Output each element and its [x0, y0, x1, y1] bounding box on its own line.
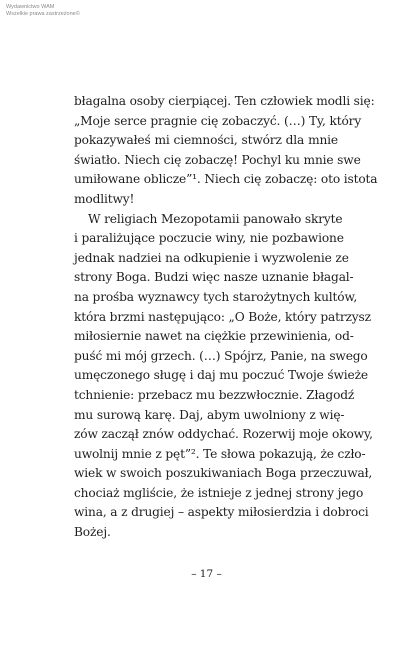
text-line: i paraliżujące poczucie winy, nie pozbawione — [74, 231, 344, 246]
text-line: puść mi mój grzech. (…) Spójrz, Panie, na swego — [74, 348, 368, 363]
text-line: pokazywałeś mi ciemności, stwórz dla mnie — [74, 133, 338, 148]
paragraph — [74, 210, 373, 543]
text-line: modlitwy! — [74, 191, 135, 206]
body-text — [74, 92, 378, 543]
watermark-copyright: Wszelkie prawa zastrzeżone© — [6, 11, 80, 17]
text-line: „Moje serce pragnie cię zobaczyć. (…) Ty, który — [74, 113, 362, 128]
text-line: Bożej. — [74, 525, 111, 540]
text-line: umiłowane oblicze”¹. Niech cię zobaczę: oto istota — [74, 172, 378, 187]
text-line: zów zaczął znów oddychać. Rozerwij moje okowy, — [74, 427, 373, 442]
text-line: wiek w swoich poszukiwaniach Boga przeczuwał, — [74, 466, 373, 481]
text-line: mu surową karę. Daj, abym uwolniony z wię- — [74, 407, 345, 422]
text-line: W religiach Mezopotamii panowało skryte — [88, 211, 343, 226]
page-number: – 17 – — [191, 568, 222, 580]
text-line: wina, a z drugiej – aspekty miłosierdzia i dobroci — [74, 505, 369, 520]
watermark-publisher: Wydawnictwo WAM — [6, 4, 55, 10]
text-line: światło. Niech cię zobaczę! Pochyl ku mnie swe — [74, 152, 361, 167]
text-line: chociaż mgliście, że istnieje z jednej strony jego — [74, 485, 364, 500]
text-line: która brzmi następująco: „O Boże, który patrzysz — [74, 309, 371, 324]
paragraph — [74, 92, 378, 210]
text-line: strony Boga. Budzi więc nasze uznanie błagal- — [74, 270, 354, 285]
text-line: umęczonego sługę i daj mu poczuć Twoje świeże — [74, 368, 368, 383]
text-line: miłosiernie nawet na ciężkie przewinienia, od- — [74, 329, 354, 344]
text-line: jednak nadziei na odkupienie i wyzwolenie ze — [74, 250, 349, 265]
text-line: uwolnij mnie z pęt”². Te słowa pokazują, że czło- — [74, 446, 366, 461]
text-line: błagalna osoby cierpiącej. Ten człowiek modli się: — [74, 94, 375, 108]
text-line: tchnienie: przebacz mu bezzwłocznie. Złagodź — [74, 387, 355, 402]
text-line: na prośba wyznawcy tych starożytnych kultów, — [74, 289, 358, 304]
publisher-watermark — [6, 4, 80, 18]
